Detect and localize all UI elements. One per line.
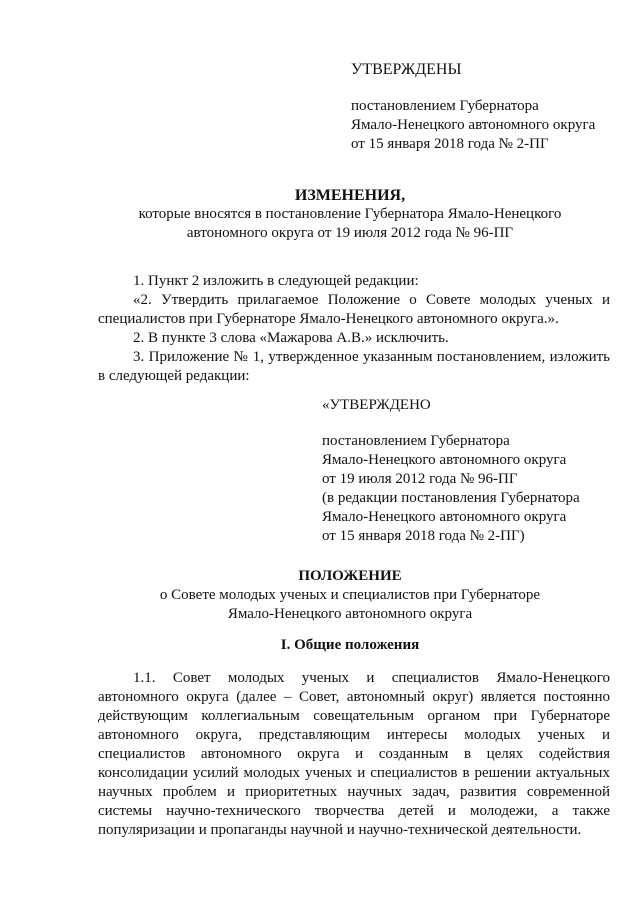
approval-line: постановлением Губернатора [322,433,510,449]
clause-1-1: 1.1. Совет молодых ученых и специалистов Ямало-Ненецкого автономного округа (далее – Совет, автономный округ) является постоянно действующим коллегиальным совещательным органом при Губернаторе автономного округа, представляющим интересы молодых ученых и специалистов автономного округа и созданным в целях содействия консолидации усилий молодых ученых и специалистов в решении актуальных научных проблем и приоритетных научных задач, развития современной системы научно-технического творчества детей и молодежи, а также популяризации и пропаганды научной и научно-технической деятельности. [98,670,610,838]
changes-title: ИЗМЕНЕНИЯ, [294,187,406,204]
approval-stamp-top [351,60,621,154]
section-heading [0,636,640,655]
regulation-subtitle-line: о Совете молодых ученых и специалистов при Губернаторе [159,587,541,603]
approval-line: от 15 января 2018 года № 2-ПГ [351,136,549,152]
approval-line: Ямало-Ненецкого автономного округа [351,117,596,133]
changes-body [98,272,610,386]
body-paragraph: 3. Приложение № 1, утвержденное указанным постановлением, изложить в следующей редакции: [98,349,610,384]
changes-header [0,186,640,243]
changes-subtitle-line: автономного округа от 19 июля 2012 года № 96-ПГ [186,225,514,241]
approval-line: от 15 января 2018 года № 2-ПГ) [322,528,525,544]
body-paragraph: 1. Пункт 2 изложить в следующей редакции: [133,273,419,289]
section-title: I. Общие положения [280,637,420,653]
approval-line: Ямало-Ненецкого автономного округа [322,452,567,468]
approval-heading: УТВЕРЖДЕНЫ [351,61,462,78]
body-paragraph: 2. В пункте 3 слова «Мажарова А.В.» исключить. [133,330,449,346]
regulation-subtitle-line: Ямало-Ненецкого автономного округа [227,606,473,622]
regulation-title: ПОЛОЖЕНИЕ [298,568,402,584]
changes-subtitle-line: которые вносятся в постановление Губернатора Ямало-Ненецкого [138,206,562,222]
approval-line: от 19 июля 2012 года № 96-ПГ [322,471,518,487]
body-paragraph: «2. Утвердить прилагаемое Положение о Совете молодых ученых и специалистов при Губернаторе Ямало-Ненецкого автономного округа.». [98,292,610,327]
approval-line: Ямало-Ненецкого автономного округа [322,509,567,525]
approval-stamp-inner [322,396,612,546]
approval-line: (в редакции постановления Губернатора [322,490,580,506]
approval-heading: «УТВЕРЖДЕНО [322,397,431,413]
approval-line: постановлением Губернатора [351,98,539,114]
regulation-header [0,567,640,624]
